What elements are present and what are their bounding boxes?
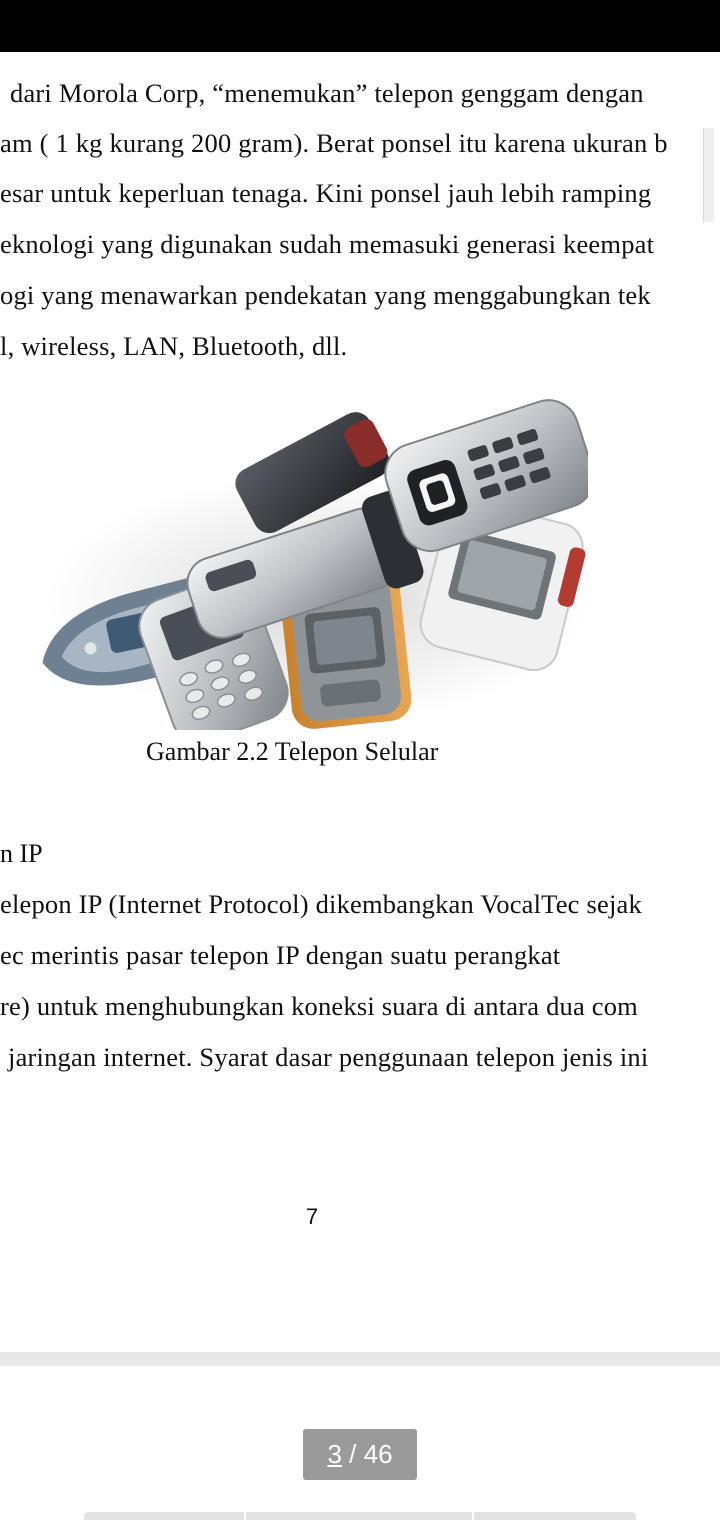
page-number: 7 (305, 1204, 319, 1229)
section-heading: n IP (0, 839, 43, 868)
total-pages: 46 (363, 1439, 393, 1469)
current-page: 3 (327, 1439, 342, 1469)
bottom-toolbar-edge (84, 1512, 636, 1520)
mobile-phones-image (28, 390, 588, 730)
figure-caption: Gambar 2.2 Telepon Selular (146, 737, 439, 766)
scrollbar-thumb[interactable] (703, 128, 714, 222)
top-bar (0, 0, 720, 52)
paragraph-line: esar untuk keperluan tenaga. Kini ponsel jauh lebih ramping (0, 178, 652, 208)
paragraph-line: re) untuk menghubungkan koneksi suara di antara dua com (0, 991, 638, 1021)
paragraph-line: dari Morola Corp, “menemukan” telepon genggam dengan (10, 78, 644, 108)
page-separator-text: / (341, 1439, 364, 1469)
paragraph-line: l, wireless, LAN, Bluetooth, dll. (0, 331, 348, 361)
paragraph-line: elepon IP (Internet Protocol) dikembangkan VocalTec sejak (0, 889, 642, 919)
page-separator (0, 1352, 720, 1366)
pdf-page[interactable] (0, 52, 720, 1352)
paragraph-line: ec merintis pasar telepon IP dengan suatu perangkat (0, 940, 561, 970)
page-indicator[interactable] (303, 1429, 417, 1480)
paragraph-line: ogi yang menawarkan pendekatan yang menggabungkan tek (0, 280, 651, 310)
paragraph-line: am ( 1 kg kurang 200 gram). Berat ponsel itu karena ukuran b (0, 128, 668, 158)
paragraph-line: jaringan internet. Syarat dasar penggunaan telepon jenis ini (8, 1042, 649, 1072)
paragraph-line: eknologi yang digunakan sudah memasuki generasi keempat (0, 229, 655, 259)
